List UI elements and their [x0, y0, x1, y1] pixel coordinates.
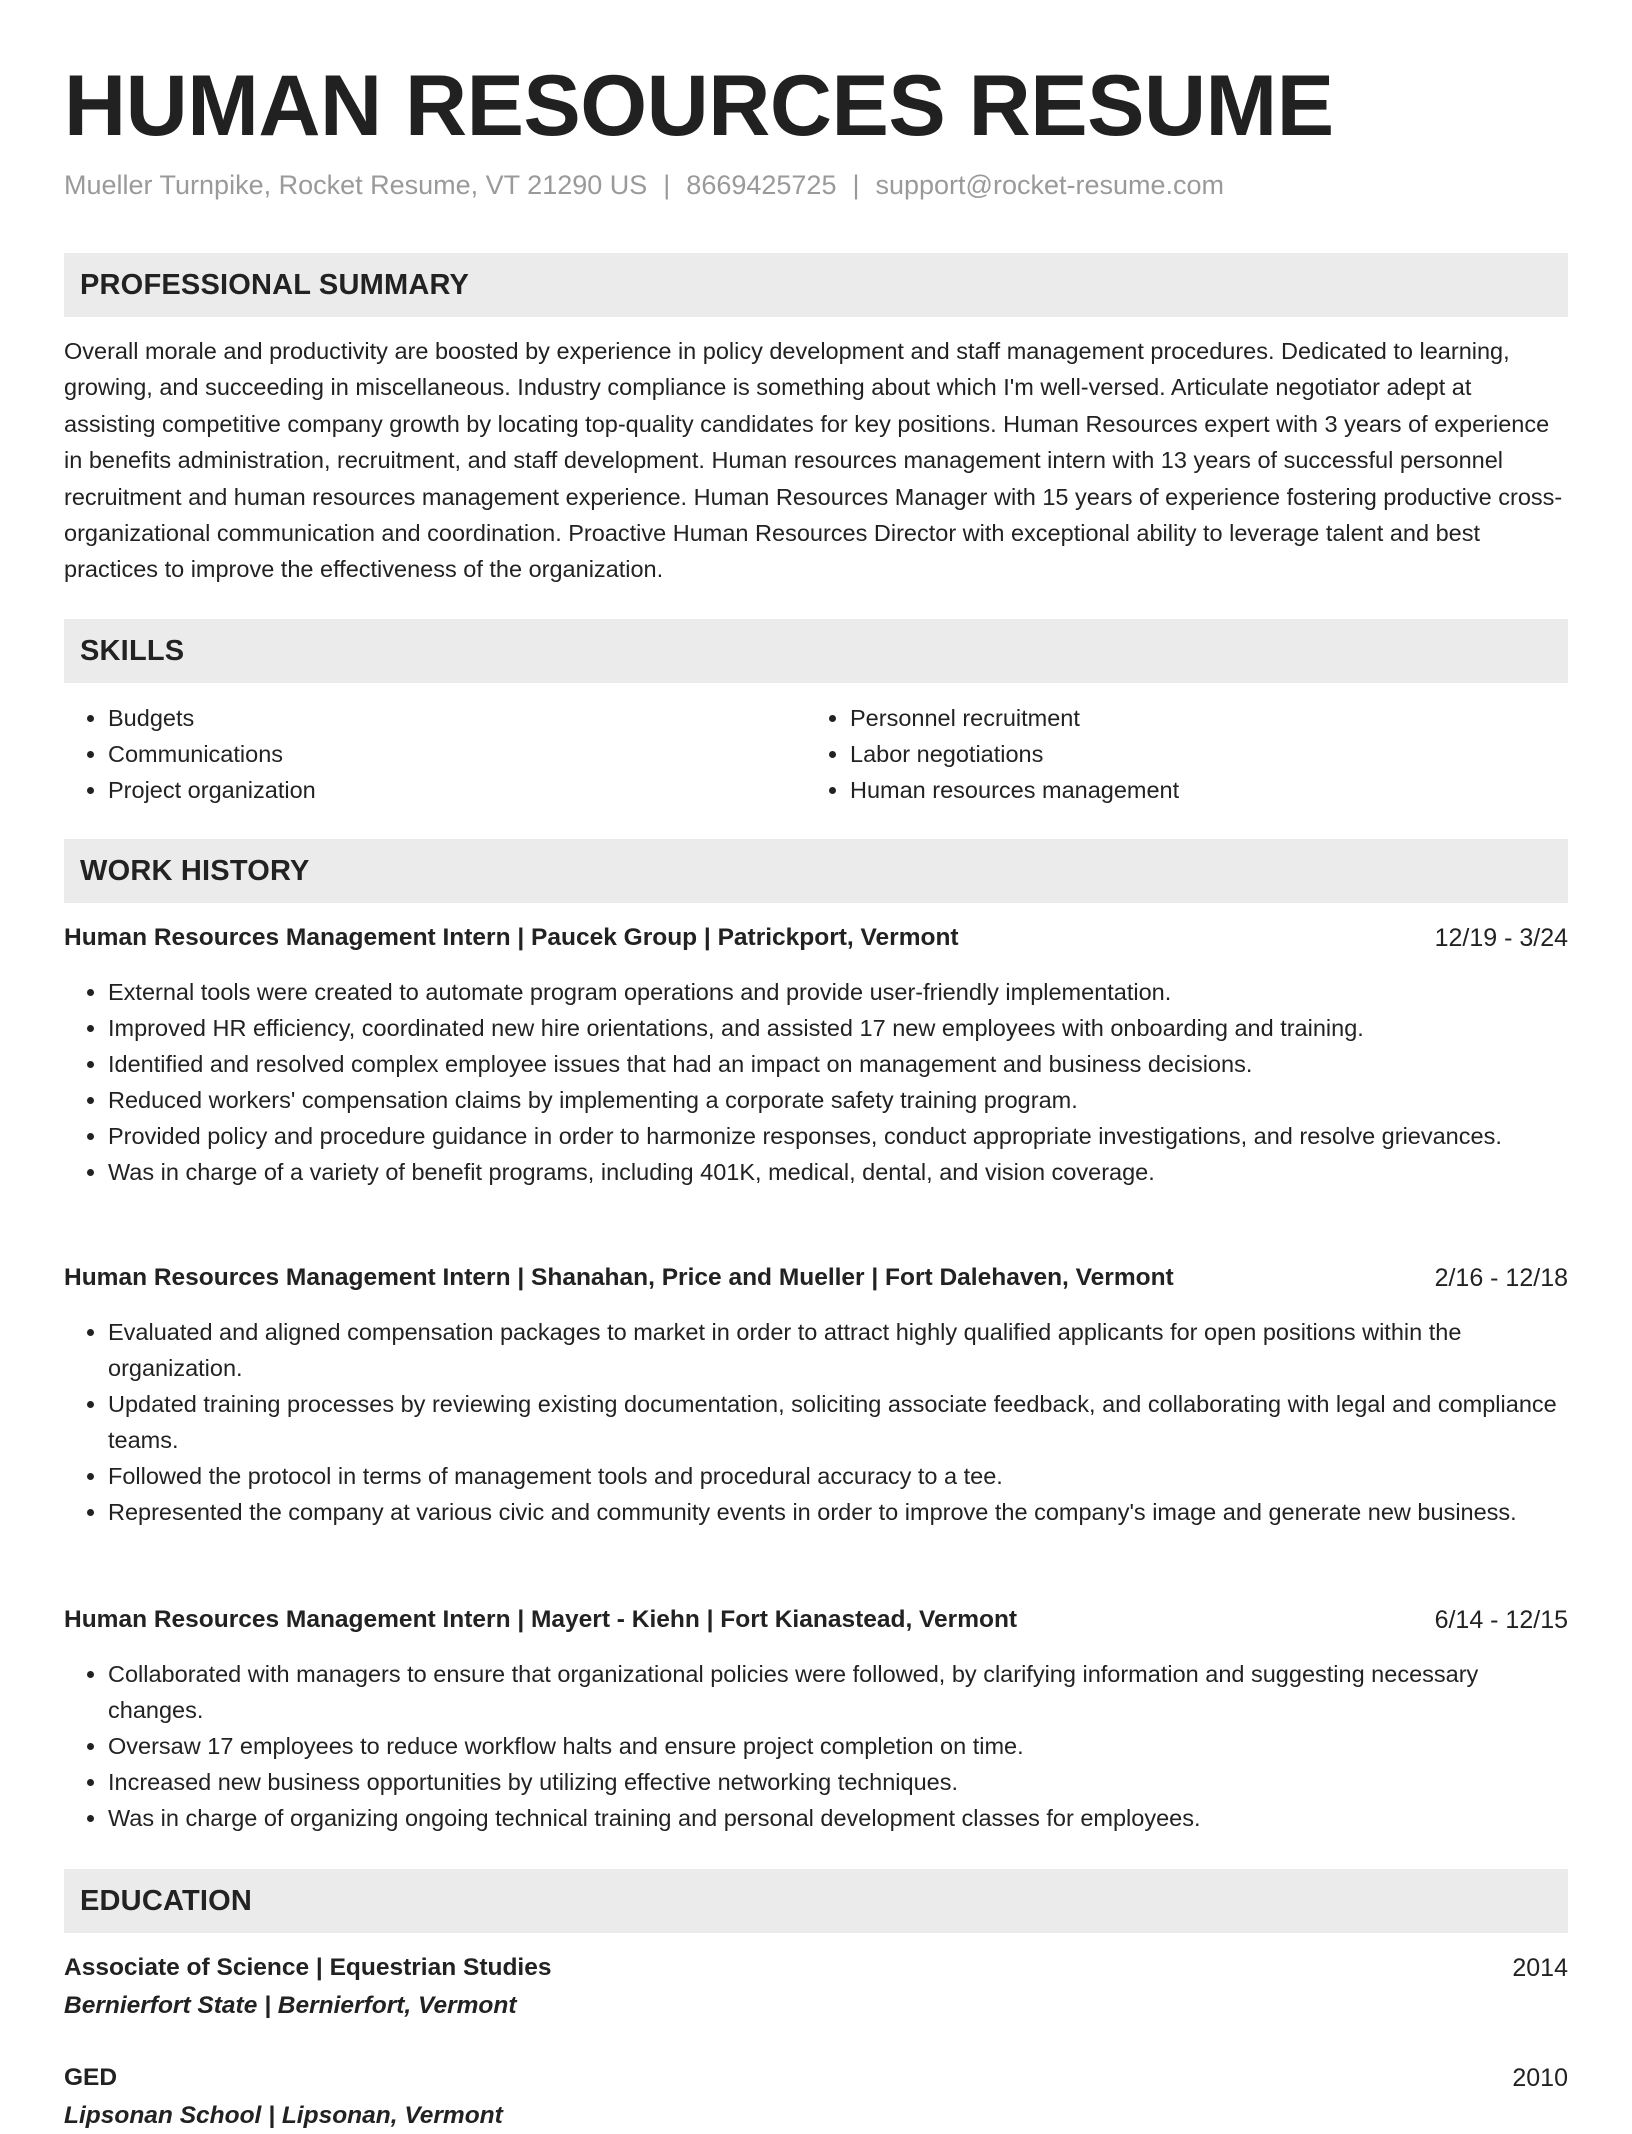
- section-header-work-history: [64, 839, 1568, 903]
- job-title: Human Resources Management Intern | Shanahan, Price and Mueller | Fort Dalehaven, Vermont: [64, 1264, 1174, 1291]
- job-bullet: • Improved HR efficiency, coordinated new hire orientations, and assisted 17 new employees with onboarding and training.: [108, 1010, 1568, 1046]
- section-header-summary: [64, 253, 1568, 317]
- job-bullets: [64, 1656, 1568, 1836]
- education-entry: [64, 1950, 1568, 2024]
- contact-phone: 8669425725: [686, 170, 837, 200]
- job-bullet: • Oversaw 17 employees to reduce workflow halts and ensure project completion on time.: [108, 1728, 1568, 1764]
- section-title: WORK HISTORY: [80, 855, 310, 887]
- job-title: Human Resources Management Intern | Paucek Group | Patrickport, Vermont: [64, 924, 959, 951]
- job-bullet: • Identified and resolved complex employee issues that had an impact on management and business decisions.: [108, 1046, 1568, 1082]
- job-bullet: • Reduced workers' compensation claims by implementing a corporate safety training program.: [108, 1082, 1568, 1118]
- contact-line: [64, 168, 1224, 202]
- job-entry: [64, 1260, 1568, 1530]
- section-header-education: [64, 1869, 1568, 1933]
- education-entry: [64, 2060, 1568, 2134]
- job-bullet: • Provided policy and procedure guidance in order to harmonize responses, conduct appropriate investigations, and resolve grievances.: [108, 1118, 1568, 1154]
- job-header: [64, 1602, 1568, 1638]
- section-header-skills: [64, 619, 1568, 683]
- skills-column-right: [806, 700, 1179, 808]
- school-name: Lipsonan School | Lipsonan, Vermont: [64, 2102, 503, 2129]
- degree-name: Associate of Science | Equestrian Studies: [64, 1954, 552, 1981]
- skill-item: • Communications: [108, 736, 316, 772]
- skill-item: • Labor negotiations: [850, 736, 1179, 772]
- education-header: [64, 2060, 1568, 2096]
- job-bullet: • Was in charge of organizing ongoing technical training and personal development classes for employees.: [108, 1800, 1568, 1836]
- school-name: Bernierfort State | Bernierfort, Vermont: [64, 1992, 517, 2019]
- skill-item: • Human resources management: [850, 772, 1179, 808]
- education-header: [64, 1950, 1568, 1986]
- job-bullet: • External tools were created to automate program operations and provide user-friendly implementation.: [108, 974, 1568, 1010]
- summary-text: Overall morale and productivity are boosted by experience in policy development and staff management procedures. Dedicated to learning, growing, and succeeding in miscellaneous. Industry compliance is something about which I'm well-versed. Articulate negotiator adept at assisting competitive company growth by locating top-quality candidates for key positions. Human Resources expert with 3 years of experience in benefits administration, recruitment, and staff development. Human resources management intern with 13 years of successful personnel recruitment and human resources management experience. Human Resources Manager with 15 years of experience fostering productive cross-organizational communication and coordination. Proactive Human Resources Director with exceptional ability to leverage talent and best practices to improve the effectiveness of the organization.: [64, 338, 1563, 583]
- skills-column-left: [64, 700, 316, 808]
- job-dates: 2/16 - 12/18: [1434, 1264, 1568, 1292]
- job-entry: [64, 1602, 1568, 1836]
- job-title: Human Resources Management Intern | Mayert - Kiehn | Fort Kianastead, Vermont: [64, 1606, 1018, 1633]
- skill-item: • Personnel recruitment: [850, 700, 1179, 736]
- section-title: SKILLS: [80, 635, 185, 667]
- job-bullet: • Collaborated with managers to ensure that organizational policies were followed, by clarifying information and suggesting necessary changes.: [108, 1656, 1568, 1728]
- job-header: [64, 1260, 1568, 1296]
- graduation-year: 2014: [1512, 1954, 1568, 1982]
- skill-item: • Project organization: [108, 772, 316, 808]
- job-bullets: [64, 1314, 1568, 1530]
- job-bullet: • Followed the protocol in terms of management tools and procedural accuracy to a tee.: [108, 1458, 1568, 1494]
- job-bullet: • Evaluated and aligned compensation packages to market in order to attract highly qualified applicants for open positions within the organization.: [108, 1314, 1568, 1386]
- resume-title: HUMAN RESOURCES RESUME: [64, 58, 1334, 154]
- job-header: [64, 920, 1568, 956]
- contact-separator: |: [663, 170, 671, 200]
- job-entry: [64, 920, 1568, 1190]
- contact-separator: |: [852, 170, 860, 200]
- skill-item: • Budgets: [108, 700, 316, 736]
- job-bullets: [64, 974, 1568, 1190]
- job-dates: 6/14 - 12/15: [1434, 1606, 1568, 1634]
- contact-email: support@rocket-resume.com: [875, 170, 1225, 200]
- job-bullet: • Represented the company at various civic and community events in order to improve the company's image and generate new business.: [108, 1494, 1568, 1530]
- contact-address: Mueller Turnpike, Rocket Resume, VT 21290 US: [64, 170, 648, 200]
- job-bullet: • Increased new business opportunities by utilizing effective networking techniques.: [108, 1764, 1568, 1800]
- section-title: EDUCATION: [80, 1885, 253, 1917]
- degree-name: GED: [64, 2064, 118, 2091]
- section-title: PROFESSIONAL SUMMARY: [80, 269, 470, 301]
- skills-list: [64, 700, 1568, 810]
- graduation-year: 2010: [1512, 2064, 1568, 2092]
- job-bullet: • Was in charge of a variety of benefit programs, including 401K, medical, dental, and vision coverage.: [108, 1154, 1568, 1190]
- job-bullet: • Updated training processes by reviewing existing documentation, soliciting associate feedback, and collaborating with legal and compliance teams.: [108, 1386, 1568, 1458]
- job-dates: 12/19 - 3/24: [1434, 924, 1568, 952]
